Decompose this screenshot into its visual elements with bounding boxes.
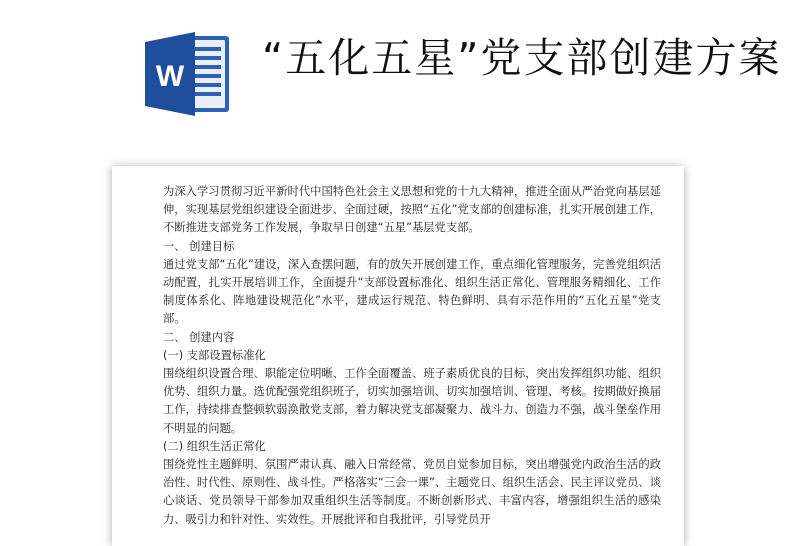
paragraph-intro: 为深入学习贯彻习近平新时代中国特色社会主义思想和党的十九大精神，推进全面从严治党向基层延伸，实现基层党组织建设全面进步、全面过硬，按照“五化”党支部的创建标准，扎实开展创建工作，不断推进支部党务工作发展，争取早日创建“五星”基层党支部。 — [163, 185, 661, 235]
subheading-org-life: (二) 组织生活正常化 — [163, 439, 266, 453]
word-document-icon — [143, 30, 233, 118]
paragraph-goals: 通过党支部“五化”建设，深入查摆问题，有的放矢开展创建工作，重点细化管理服务，完善党组织活动配置，扎实开展培训工作，全面提升“支部设置标准化、组织生活正常化、管理服务精细化、工作制度体系化、阵地建设规范化”水平，建成运行规范、特色鲜明、具有示范作用的“五化五星”党支部。 — [163, 257, 661, 326]
paragraph-org-life: 围绕党性主题鲜明、氛围严肃认真、融入日常经常、党员自觉参加目标，突出增强党内政治生活的政治性、时代性、原则性、战斗性。严格落实“三会一课”、主题党日、组织生活会、民主评议党员、谈心谈话、党员领导干部参加双重组织生活等制度。不断创新形式、丰富内容，增强组织生活的感染力、吸引力和针对性、实效性。开展批评和自我批评，引导党员开 — [163, 458, 661, 526]
subheading-branch-setup: (一) 支部设置标准化 — [163, 348, 266, 362]
document-body — [163, 183, 661, 529]
page-title: “五化五星”党支部创建方案 — [262, 34, 782, 82]
paragraph-branch-setup: 围绕组织设置合理、职能定位明晰、工作全面覆盖、班子素质优良的目标，突出发挥组织功能、组织优势、组织力量。选优配强党组织班子，切实加强培训、切实加强培训、管理、考核。按期做好换届工作，持续排查整顿软弱涣散党支部，着力解决党支部凝聚力、战斗力、创造力不强，战斗堡垒作用不明显的问题。 — [163, 367, 661, 435]
heading-goals: 一、 创建目标 — [163, 239, 235, 253]
heading-content: 二、 创建内容 — [163, 330, 235, 344]
icon-letter: W — [155, 60, 185, 93]
